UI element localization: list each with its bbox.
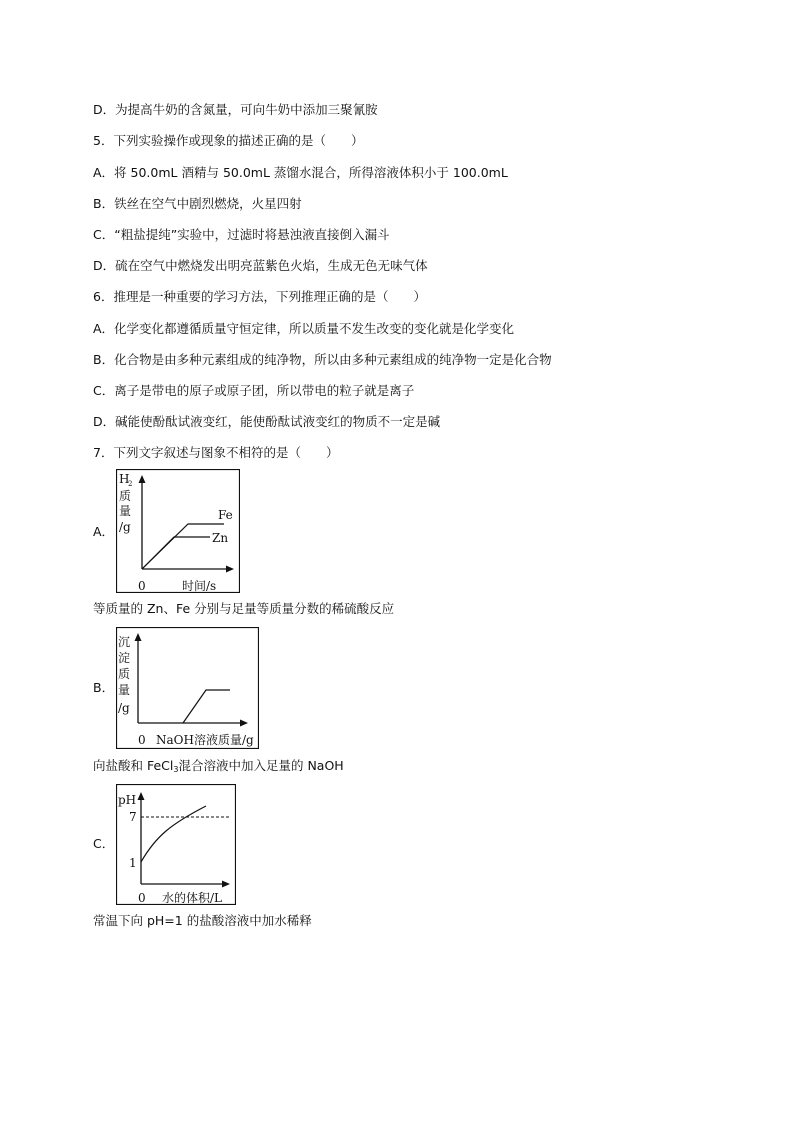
q7-option-c-label: C． <box>93 836 115 851</box>
q5-option-c: C．“粗盐提纯”实验中，过滤时将悬浊液直接倒入漏斗 <box>93 227 390 242</box>
figure-b-ylabel-char2: 淀 <box>118 651 131 665</box>
q5-option-a: A．将 50.0mL 酒精与 50.0mL 蒸馏水混合，所得溶液体积小于 100.0mL <box>93 165 508 180</box>
figure-c-ylabel: pH <box>118 793 137 807</box>
q6-option-c: C．离子是带电的原子或原子团，所以带电的粒子就是离子 <box>93 383 415 398</box>
figure-a-ylabel-char2: 量 <box>119 504 132 518</box>
figure-a-y-arrow <box>139 475 146 483</box>
q7-option-b-caption-sub: 3 <box>173 765 179 774</box>
q4-option-d: D．为提高牛奶的含氮量，可向牛奶中添加三聚氰胺 <box>93 102 378 117</box>
q7-option-b-caption-pre: 向盐酸和 FeCl <box>93 758 174 773</box>
figure-b-ylabel-char3: 质 <box>118 667 131 681</box>
q7-option-a-caption: 等质量的 Zn、Fe 分别与足量等质量分数的稀硫酸反应 <box>93 601 395 616</box>
q6-option-b: B．化合物是由多种元素组成的纯净物，所以由多种元素组成的纯净物一定是化合物 <box>93 352 552 367</box>
q6-option-a: A．化学变化都遵循质量守恒定律，所以质量不发生改变的变化就是化学变化 <box>93 321 515 336</box>
figure-a-h2-mass-vs-time <box>116 469 240 593</box>
figure-a-ylabel-char1: 质 <box>119 489 132 503</box>
figure-c-y-arrow <box>138 792 145 800</box>
figure-a-xlabel: 时间/s <box>182 579 217 593</box>
figure-a-ylabel-h: H <box>119 472 130 486</box>
figure-b-x-arrow <box>240 720 248 727</box>
figure-b-ylabel-char1: 沉 <box>118 635 131 649</box>
figure-a-ylabel-unit: /g <box>119 520 131 534</box>
q7-stem: 7．下列文字叙述与图象不相符的是（ ） <box>93 445 339 460</box>
q5-option-d: D．硫在空气中燃烧发出明亮蓝紫色火焰，生成无色无味气体 <box>93 258 428 273</box>
figure-a-x-arrow <box>226 566 234 573</box>
figure-a-series-zn <box>142 537 210 569</box>
figure-a-series-zn-label: Zn <box>212 531 229 545</box>
q6-stem: 6．推理是一种重要的学习方法，下列推理正确的是（ ） <box>93 289 426 304</box>
figure-a-series-fe-label: Fe <box>218 508 233 522</box>
figure-b-xlabel: NaOH溶液质量/g <box>156 733 254 747</box>
figure-b-ylabel-unit: /g <box>118 701 130 715</box>
figure-c-origin: 0 <box>138 891 146 905</box>
figure-c-x-arrow <box>222 881 230 888</box>
q7-option-c-caption: 常温下向 pH=1 的盐酸溶液中加水稀释 <box>93 913 312 928</box>
figure-a-origin: 0 <box>138 579 146 593</box>
figure-b-curve <box>183 690 230 723</box>
figure-a-ylabel-sub: 2 <box>128 480 133 488</box>
figure-c-curve <box>141 806 206 862</box>
q7-option-b-caption-post: 混合溶液中加入足量的 NaOH <box>178 758 344 773</box>
q7-option-a-label: A． <box>93 524 115 539</box>
q5-option-b: B．铁丝在空气中剧烈燃烧，火星四射 <box>93 196 302 211</box>
figure-c-ph-vs-water <box>116 784 236 905</box>
figure-b-y-arrow <box>135 633 142 641</box>
q5-stem: 5．下列实验操作或现象的描述正确的是（ ） <box>93 133 364 148</box>
q6-option-d: D．碱能使酚酞试液变红，能使酚酞试液变红的物质不一定是碱 <box>93 414 441 429</box>
figure-b-precipitate-vs-naoh <box>116 627 259 749</box>
figure-c-tick-7: 7 <box>129 810 137 824</box>
figure-c-tick-1: 1 <box>129 856 137 870</box>
q7-option-b-caption <box>93 758 344 778</box>
figure-c-xlabel: 水的体积/L <box>162 891 223 905</box>
figure-b-origin: 0 <box>138 733 146 747</box>
figure-b-ylabel-char4: 量 <box>118 683 131 697</box>
q7-option-b-label: B． <box>93 680 115 695</box>
